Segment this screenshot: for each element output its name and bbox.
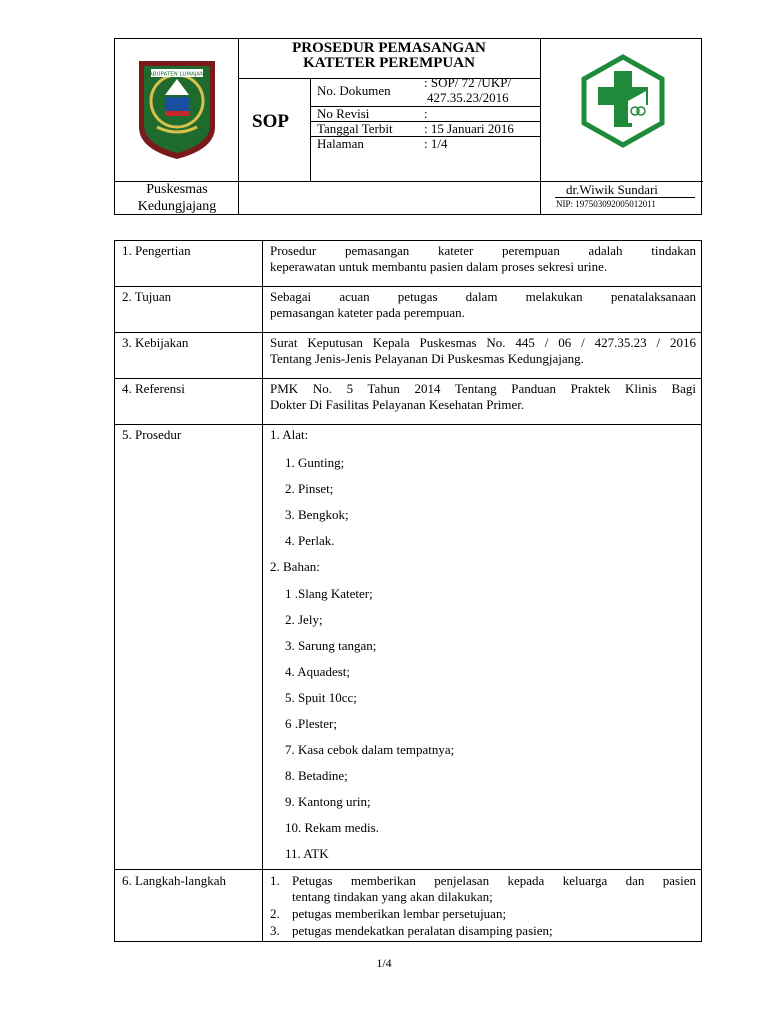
referensi-text-line2: Dokter Di Fasilitas Pelayanan Kesehatan Primer. (270, 397, 525, 412)
step-text-continued: tentang tindakan yang akan dilakukan; (292, 889, 493, 904)
list-item-bahan: 4. Aquadest; (285, 664, 350, 679)
field-label-halaman: Halaman (317, 136, 364, 151)
step-text: petugas memberikan lembar persetujuan; (292, 906, 507, 921)
list-item-bahan: 5. Spuit 10cc; (285, 690, 357, 705)
row-label-tujuan: 2. Tujuan (122, 289, 172, 304)
page-number: 1/4 (376, 956, 392, 970)
signer-nip: NIP: 197503092005012011 (556, 199, 656, 209)
svg-text:KABUPATEN LUMAJANG: KABUPATEN LUMAJANG (145, 71, 209, 78)
document-title-line1: PROSEDUR PEMASANGAN (292, 40, 486, 56)
list-item-bahan: 11. ATK (285, 846, 329, 861)
puskesmas-logo (580, 53, 666, 149)
pengertian-text-line1: Prosedur pemasangan kateter perempuan adalah tindakan (270, 243, 696, 258)
pengertian-text-line2: keperawatan untuk membantu pasien dalam proses sekresi urine. (270, 259, 608, 274)
referensi-text-line1: PMK No. 5 Tahun 2014 Tentang Panduan Praktek Klinis Bagi (270, 381, 696, 396)
row-label-prosedur: 5. Prosedur (122, 427, 182, 442)
list-item-bahan: 2. Jely; (285, 612, 323, 627)
list-item-alat: 1. Gunting; (285, 455, 345, 470)
org-name-line1: Puskesmas (146, 182, 208, 197)
document-title-line2: KATETER PEREMPUAN (303, 55, 475, 71)
kebijakan-text-line2: Tentang Jenis-Jenis Pelayanan Di Puskesmas Kedungjajang. (270, 351, 584, 366)
list-item-bahan: 1 .Slang Kateter; (285, 586, 373, 601)
row-label-langkah: 6. Langkah-langkah (122, 873, 226, 888)
regency-emblem-logo (135, 57, 219, 161)
list-item-bahan: 3. Sarung tangan; (285, 638, 377, 653)
list-item-alat: 4. Perlak. (285, 533, 335, 548)
list-item-bahan: 6 .Plester; (285, 716, 337, 731)
tujuan-text-line2: pemasangan kateter pada perempuan. (270, 305, 465, 320)
sop-label: SOP (252, 111, 289, 132)
row-label-kebijakan: 3. Kebijakan (122, 335, 189, 350)
step-number: 1. (270, 873, 280, 888)
field-value-no-revisi: : (424, 106, 428, 121)
step-text: petugas mendekatkan peralatan disamping pasien; (292, 923, 553, 938)
list-item-alat: 2. Pinset; (285, 481, 334, 496)
procedure-table (114, 240, 702, 942)
tujuan-text-line1: Sebagai acuan petugas dalam melakukan penatalaksanaan (270, 289, 696, 304)
list-item-bahan: 9. Kantong urin; (285, 794, 371, 809)
step-number: 2. (270, 906, 280, 921)
signer-name: dr.Wiwik Sundari (566, 182, 658, 197)
org-name-line2: Kedungjajang (137, 199, 217, 214)
document-header (114, 38, 702, 215)
field-label-tanggal-terbit: Tanggal Terbit (317, 121, 393, 136)
row-label-referensi: 4. Referensi (122, 381, 185, 396)
field-value-no-dokumen-line1: : SOP/ 72 /UKP/ (424, 75, 512, 90)
list-item-alat: 3. Bengkok; (285, 507, 349, 522)
list-item-bahan: 8. Betadine; (285, 768, 348, 783)
field-value-tanggal-terbit: : 15 Januari 2016 (424, 121, 514, 136)
row-label-pengertian: 1. Pengertian (122, 243, 191, 258)
list-item-bahan: 10. Rekam medis. (285, 820, 379, 835)
alat-heading: 1. Alat: (270, 427, 309, 442)
field-label-no-revisi: No Revisi (317, 106, 370, 121)
field-label-no-dokumen: No. Dokumen (317, 83, 391, 98)
field-value-no-dokumen-line2: 427.35.23/2016 (427, 90, 509, 105)
step-number: 3. (270, 923, 280, 938)
bahan-heading: 2. Bahan: (270, 559, 320, 574)
field-value-halaman: : 1/4 (424, 136, 448, 151)
kebijakan-text-line1: Surat Keputusan Kepala Puskesmas No. 445 / 06 / 427.35.23 / 2016 (270, 335, 696, 350)
list-item-bahan: 7. Kasa cebok dalam tempatnya; (285, 742, 455, 757)
step-text: Petugas memberikan penjelasan kepada keluarga dan pasien (292, 873, 696, 888)
